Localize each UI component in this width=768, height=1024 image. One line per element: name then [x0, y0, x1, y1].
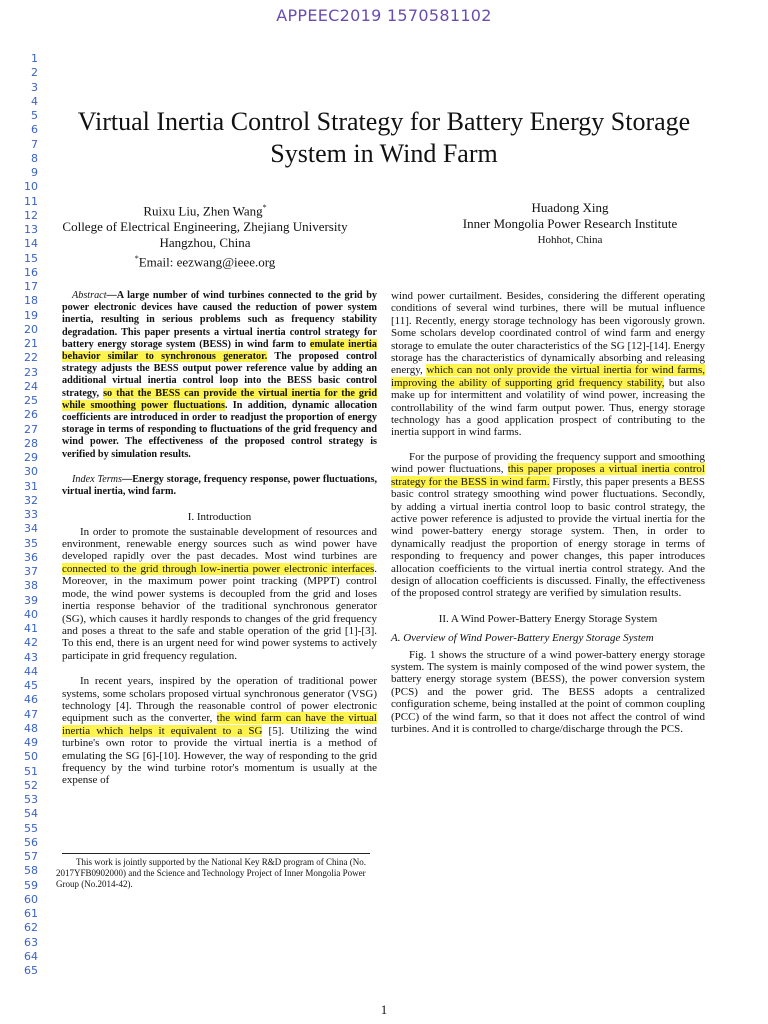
- right-column: [391, 290, 705, 735]
- author-block-left: [40, 200, 370, 271]
- line-number: 30: [24, 465, 38, 479]
- body-text: Firstly, this paper presents a BESS basic control strategy smoothing wind power fluctuations. Secondly, by adding a virtual inertia control loop to basic control strategy, the active power reference is adjusted to provide the virtual inertia for the wind power-battery energy storage system. Then, in order to dynamically readjust the proportion of energy storage in terms of responding to frequency and power changes, this paper introduces allocation coefficients to the virtual inertia control strategy. And the design of allocation coefficients is discussed. Finally, the effectiveness of the proposed control strategy are verified by simulation results.: [391, 475, 706, 600]
- body-paragraph: Fig. 1 shows the structure of a wind power-battery energy storage system. The system is mainly composed of the wind power system, the battery energy storage system (BESS), the power conversion system (PCS) and the power grid. The BESS adopts a centralized configuration scheme, being installed at the point of common coupling (PCC) of the wind farm, so that it does not affect the control of wind turbines. And it is controlled to charge/discharge through the PCS.: [391, 648, 705, 735]
- line-number: 17: [24, 280, 38, 293]
- abstract-label: Abstract: [72, 290, 107, 301]
- line-number: 25: [24, 394, 38, 407]
- line-number: 8: [31, 151, 38, 165]
- line-number: 18: [24, 294, 38, 308]
- body-text: [5]. Utilizing the wind turbine's own rotor to provide the virtual inertia is a method of emulating the SG [6]-[10]. However, the way of responding to the grid frequency by the wind turbine rotor's momentum is usually at the expense of: [62, 724, 377, 787]
- line-number: 52: [24, 778, 38, 792]
- highlight: so that the BESS can provide the virtual inertia for the grid while smoothing power fluctuations: [62, 387, 377, 411]
- page-number: 1: [380, 1002, 388, 1017]
- line-number: 28: [24, 436, 38, 450]
- line-number: 35: [24, 536, 38, 550]
- line-number: 38: [24, 579, 38, 593]
- line-number: 47: [24, 707, 38, 721]
- line-number: 19: [24, 308, 38, 322]
- line-number: 58: [24, 864, 38, 878]
- line-number: 56: [24, 835, 38, 849]
- line-number: 1: [31, 52, 38, 65]
- line-number: 54: [24, 807, 38, 821]
- footnote: This work is jointly supported by the National Key R&D program of China (No. 2017YFB0902000) and the Science and Technology Project of Inner Mongolia Power Group (No.2014-42).: [56, 857, 366, 889]
- line-number: 46: [24, 693, 38, 707]
- body-text: In recent years, inspired by the operation of traditional power systems, some scholars proposed virtual synchronous generator (VSG) technology [4]. Through the reasonable control of power electronic equipment such as the converter,: [62, 675, 377, 725]
- line-number: 24: [24, 379, 38, 393]
- line-number: 64: [24, 949, 38, 963]
- index-terms: [62, 474, 377, 498]
- line-number: 57: [24, 850, 38, 863]
- line-number: 5: [31, 109, 38, 122]
- author-names: Ruixu Liu, Zhen Wang: [143, 203, 263, 219]
- left-column: [62, 290, 377, 787]
- line-number: 45: [24, 679, 38, 692]
- paper-title: Virtual Inertia Control Strategy for Battery Energy Storage System in Wind Farm: [77, 107, 691, 168]
- abstract-text: —A large number of wind turbines connected to the grid by power electronic devices have caused the reduction of power system inertia, resulting in serious problems such as frequency stability degradation. This paper presents a virtual inertia control strategy for battery energy storage system (BESS) in wind farm to: [62, 290, 377, 350]
- line-number: 20: [24, 322, 38, 336]
- author-block-right: [420, 200, 720, 248]
- abstract: [62, 290, 377, 461]
- line-number: 6: [31, 123, 38, 137]
- line-number: 16: [24, 265, 38, 279]
- line-number: 26: [24, 408, 38, 422]
- author-affiliation: Inner Mongolia Power Research Institute: [462, 216, 678, 231]
- line-number: 2: [31, 66, 38, 80]
- line-number: 14: [24, 237, 38, 251]
- line-number: 3: [31, 80, 38, 94]
- line-number: 55: [24, 821, 38, 835]
- line-number: 37: [24, 565, 38, 578]
- line-number: 50: [24, 750, 38, 764]
- asterisk-mark: *: [262, 203, 267, 212]
- line-number: 11: [24, 194, 38, 208]
- author-affiliation: College of Electrical Engineering, Zhejiang University: [62, 219, 348, 235]
- line-number: 27: [24, 422, 38, 436]
- line-number: 51: [24, 764, 38, 778]
- line-number: 32: [24, 493, 38, 507]
- line-number: 21: [24, 337, 38, 350]
- body-paragraph: [391, 290, 705, 439]
- author-names: Huadong Xing: [531, 200, 609, 215]
- abstract-text: The proposed control strategy adjusts the BESS output power reference value by adding an additional virtual inertia control loop into the BESS basic control strategy,: [62, 351, 377, 399]
- line-number: 53: [24, 793, 38, 806]
- line-number: 4: [31, 94, 38, 108]
- highlight: the wind farm can have the virtual inertia which helps it equivalent to a SG: [62, 712, 377, 737]
- line-number: 42: [24, 636, 38, 650]
- line-number: 7: [31, 137, 38, 151]
- footnote-rule: [62, 853, 370, 854]
- line-numbers: [8, 52, 38, 978]
- body-text: . Moreover, in the maximum power point tracking (MPPT) control mode, the wind power systems is decoupled from the grid and loses inertia response behavior of the traditional synchronous generator (SG), which causes it hardly responds to changes of the grid frequency and poses a threat to the safe and stable operation of the grid [1]-[3]. To this end, there is an urgent need for wind power systems to actively participate in grid frequency regulation.: [62, 562, 377, 662]
- line-number: 29: [24, 451, 38, 464]
- highlight: connected to the grid through low-inertia power electronic interfaces: [62, 562, 375, 575]
- line-number: 31: [24, 479, 38, 493]
- line-number: 33: [24, 508, 38, 521]
- body-text: but also make up for intermittent and volatility of wind power, increasing the controllability of the wind farm output power. Thus, energy storage technology has a good application prospect of contributing to the inertia support in wind farms.: [391, 376, 705, 439]
- line-number: 23: [24, 365, 38, 379]
- body-text: For the purpose of providing the frequency support and smoothing wind power fluctuations,: [391, 450, 705, 476]
- line-number: 49: [24, 736, 38, 749]
- body-paragraph: [62, 526, 377, 662]
- highlight: emulate inertia behavior similar to synchronous generator.: [62, 338, 377, 363]
- line-number: 13: [24, 223, 38, 236]
- index-terms-label: Index Terms: [72, 473, 122, 485]
- body-paragraph: [62, 675, 377, 787]
- line-number: 65: [24, 964, 38, 977]
- line-number: 36: [24, 550, 38, 564]
- line-number: 15: [24, 251, 38, 265]
- body-paragraph: [391, 451, 705, 600]
- author-email: Email: eezwang@ieee.org: [138, 254, 276, 270]
- line-number: 59: [24, 878, 38, 892]
- highlight: which can not only provide the virtual inertia for wind farms, improving the ability of supporting grid frequency stability,: [391, 364, 706, 389]
- author-city: Hohhot, China: [537, 234, 603, 246]
- highlight: this paper proposes a virtual inertia control strategy for the BESS in wind farm.: [391, 463, 705, 488]
- line-number: 63: [24, 935, 38, 949]
- line-number: 44: [24, 664, 38, 678]
- abstract-text: . In addition, dynamic allocation coefficients are introduced in order to readjust the proportion of energy storage in terms of responding to fluctuations of the grid frequency and wind power. The effectiveness of the proposed control strategy is verified by simulation results.: [62, 399, 377, 460]
- line-number: 9: [31, 166, 38, 179]
- body-text: wind power curtailment. Besides, considering the different operating conditions of several wind turbines, there will be mutual influence [11]. Recently, energy storage technology has been vigorously grown. Some scholars develop coordinated control of wind farm and energy storage to emulate the outer characteristics of the SG [12]-[14]. Energy storage has the characteristics of dynamically absorbing and releasing energy,: [391, 290, 705, 377]
- line-number: 10: [24, 180, 38, 194]
- line-number: 60: [24, 892, 38, 906]
- line-number: 12: [24, 208, 38, 222]
- line-number: 22: [24, 351, 38, 365]
- line-number: 39: [24, 593, 38, 607]
- author-city: Hangzhou, China: [159, 235, 251, 251]
- body-text: In order to promote the sustainable development of resources and environment, renewable energy sources such as wind power have developed rapidly over the past decades. Most wind turbines are: [62, 525, 377, 563]
- line-number: 62: [24, 921, 38, 935]
- conference-header: APPEEC2019 1570581102: [276, 6, 492, 25]
- line-number: 43: [24, 650, 38, 664]
- line-number: 61: [24, 907, 38, 920]
- asterisk-mark: *: [134, 254, 139, 264]
- index-terms-text: —Energy storage, frequency response, power fluctuations, virtual inertia, wind farm.: [62, 473, 377, 498]
- line-number: 48: [24, 721, 38, 735]
- line-number: 40: [24, 607, 38, 621]
- section-heading: II. A Wind Power-Battery Energy Storage System: [438, 612, 658, 625]
- subsection-heading: A. Overview of Wind Power-Battery Energy Storage System: [391, 632, 654, 645]
- line-number: 34: [24, 522, 38, 536]
- section-heading: I. Introduction: [187, 511, 252, 524]
- line-number: 41: [24, 622, 38, 635]
